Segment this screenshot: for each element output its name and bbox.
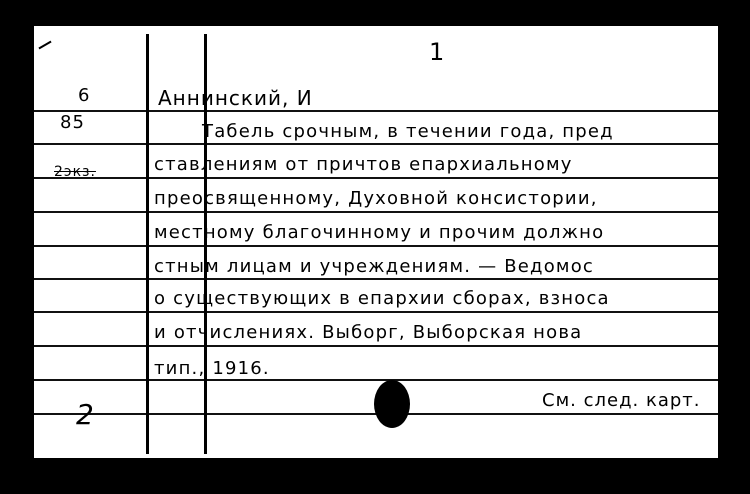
rule-line (34, 143, 718, 145)
rule-line (34, 311, 718, 313)
punch-hole (374, 380, 410, 428)
rule-line (34, 345, 718, 347)
rule-line (34, 278, 718, 280)
author-heading: Аннинский, И (158, 86, 313, 110)
bottom-margin-mark: 2 (76, 398, 95, 431)
description-line: Табель срочным, в течении года, пред (202, 121, 614, 142)
rule-line (34, 211, 718, 213)
shelf-mark-number: 85 (60, 112, 85, 133)
see-next-card-note: См. след. карт. (542, 390, 701, 411)
shelf-mark-top: 6 (78, 85, 91, 106)
card-number: 1 (429, 38, 446, 66)
rule-line (34, 245, 718, 247)
description-line: ставлениям от причтов епархиальному (154, 154, 573, 175)
description-line: тип., 1916. (154, 358, 270, 379)
description-line: стным лицам и учреждениям. — Ведомос (154, 256, 594, 277)
copies-note: 2экз. (54, 164, 96, 180)
description-line: и отчислениях. Выборг, Выборская нова (154, 322, 583, 343)
rule-line (34, 110, 718, 112)
rule-line (34, 177, 718, 179)
margin-line-left (146, 34, 149, 454)
description-line: преосвященному, Духовной консистории, (154, 188, 598, 209)
corner-mark (38, 41, 51, 50)
description-line: местному благочинному и прочим должно (154, 222, 605, 243)
description-line: о существующих в епархии сборах, взноса (154, 288, 610, 309)
rule-line (34, 379, 718, 381)
catalog-card (34, 26, 718, 458)
